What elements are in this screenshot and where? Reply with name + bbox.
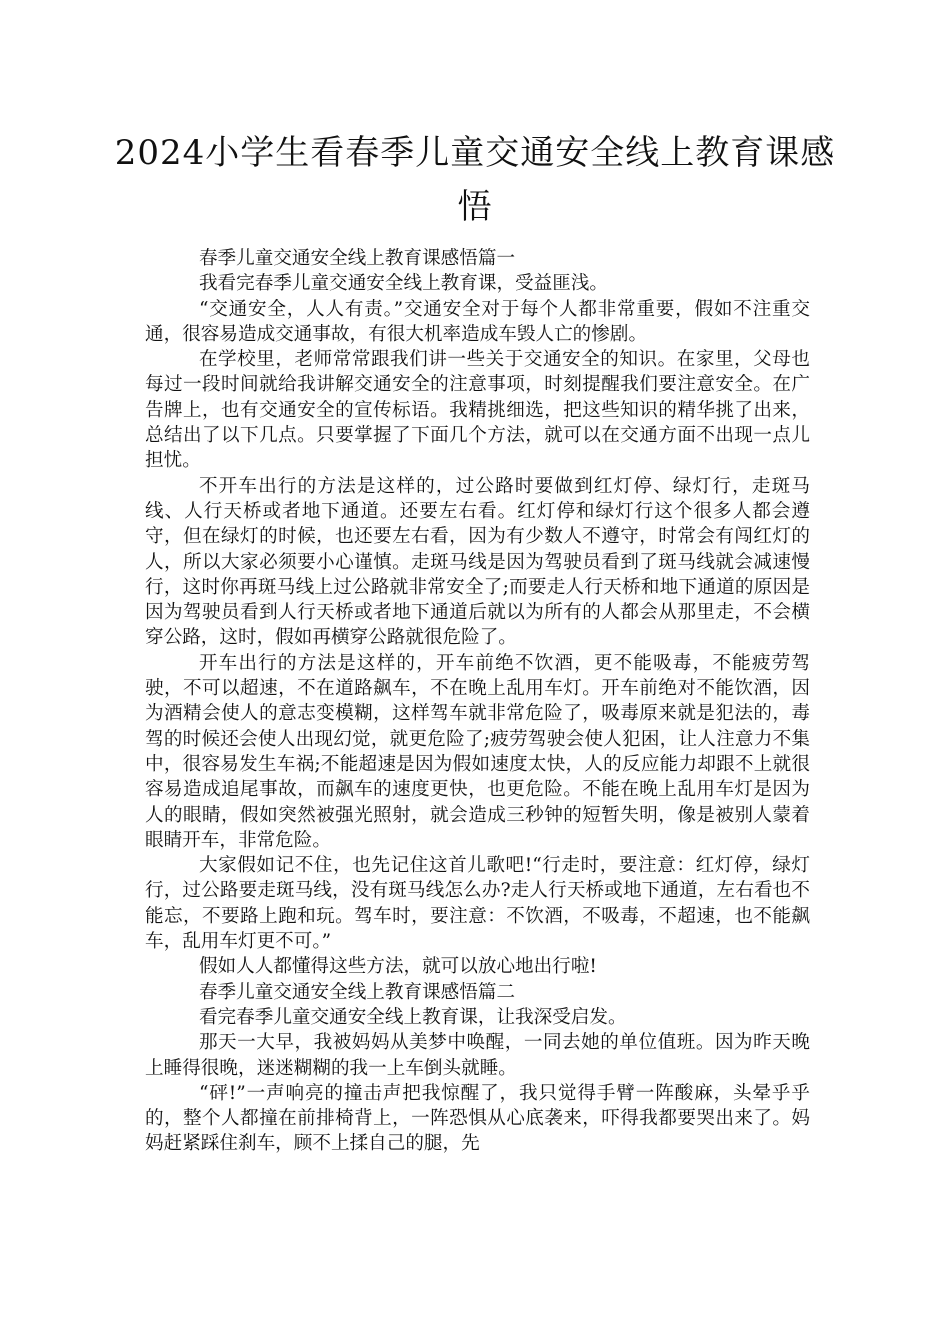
paragraph: “砰!”一声响亮的撞击声把我惊醒了，我只觉得手臂一阵酸麻，头晕乎乎的，整个人都撞在前排椅背上，一阵恐惧从心底袭来，吓得我都要哭出来了。妈妈赶紧踩住刹车，顾不上揉自己的腿，先	[145, 1082, 810, 1155]
paragraph: 大家假如记不住，也先记住这首儿歌吧!“行走时，要注意：红灯停，绿灯行，过公路要走斑马线，没有斑马线怎么办?走人行天桥或地下通道，左右看也不能忘，不要路上跑和玩。驾车时，要注意：不饮酒，不吸毒，不超速，也不能飙车，乱用车灯更不可。”	[145, 855, 810, 953]
paragraph: 假如人人都懂得这些方法，就可以放心地出行啦!	[198, 956, 597, 978]
document-body	[145, 246, 810, 1157]
paragraph: 开车出行的方法是这样的，开车前绝不饮酒，更不能吸毒，不能疲劳驾驶，不可以超速，不在道路飙车，不在晚上乱用车灯。开车前绝对不能饮酒，因为酒精会使人的意志变模糊，这样驾车就非常危险了，吸毒原来就是犯法的，毒驾的时候还会使人出现幻觉，就更危险了;疲劳驾驶会使人犯困，让人注意力不集中，很容易发生车祸;不能超速是因为假如速度太快，人的反应能力却跟不上就很容易造成追尾事故，而飙车的速度更快，也更危险。不能在晚上乱用车灯是因为人的眼睛，假如突然被强光照射，就会造成三秒钟的短暂失明，像是被别人蒙着眼睛开车，非常危险。	[145, 652, 810, 851]
paragraph: 看完春季儿童交通安全线上教育课，让我深受启发。	[198, 1006, 627, 1028]
paragraph: 我看完春季儿童交通安全线上教育课，受益匪浅。	[198, 273, 609, 295]
section-heading-1: 春季儿童交通安全线上教育课感悟篇一	[198, 248, 516, 269]
paragraph: 不开车出行的方法是这样的，过公路时要做到红灯停、绿灯行，走斑马线、人行天桥或者地下通道。还要左右看。红灯停和绿灯行这个很多人都会遵守，但在绿灯的时候，也还要左右看，因为有少数人不遵守，时常会有闯红灯的人，所以大家必须要小心谨慎。走斑马线是因为驾驶员看到了斑马线就会减速慢行，这时你再斑马线上过公路就非常安全了;而要走人行天桥和地下通道的原因是因为驾驶员看到人行天桥或者地下通道后就以为所有的人都会从那里走，不会横穿公路，这时，假如再横穿公路就很危险了。	[145, 475, 810, 649]
paragraph: 在学校里，老师常常跟我们讲一些关于交通安全的知识。在家里，父母也每过一段时间就给我讲解交通安全的注意事项，时刻提醒我们要注意安全。在广告牌上，也有交通安全的宣传标语。我精挑细选，把这些知识的精华挑了出来，总结出了以下几点。只要掌握了下面几个方法，就可以在交通方面不出现一点儿担忧。	[145, 349, 810, 472]
paragraph: “交通安全，人人有责。”交通安全对于每个人都非常重要，假如不注重交通，很容易造成交通事故，有很大机率造成车毁人亡的惨剧。	[145, 298, 810, 345]
section-heading-2: 春季儿童交通安全线上教育课感悟篇二	[198, 981, 516, 1003]
paragraph: 那天一大早，我被妈妈从美梦中唤醒，一同去她的单位值班。因为昨天晚上睡得很晚，迷迷糊糊的我一上车倒头就睡。	[145, 1032, 810, 1079]
document-title: 2024小学生看春季儿童交通安全线上教育课感悟	[114, 133, 836, 227]
